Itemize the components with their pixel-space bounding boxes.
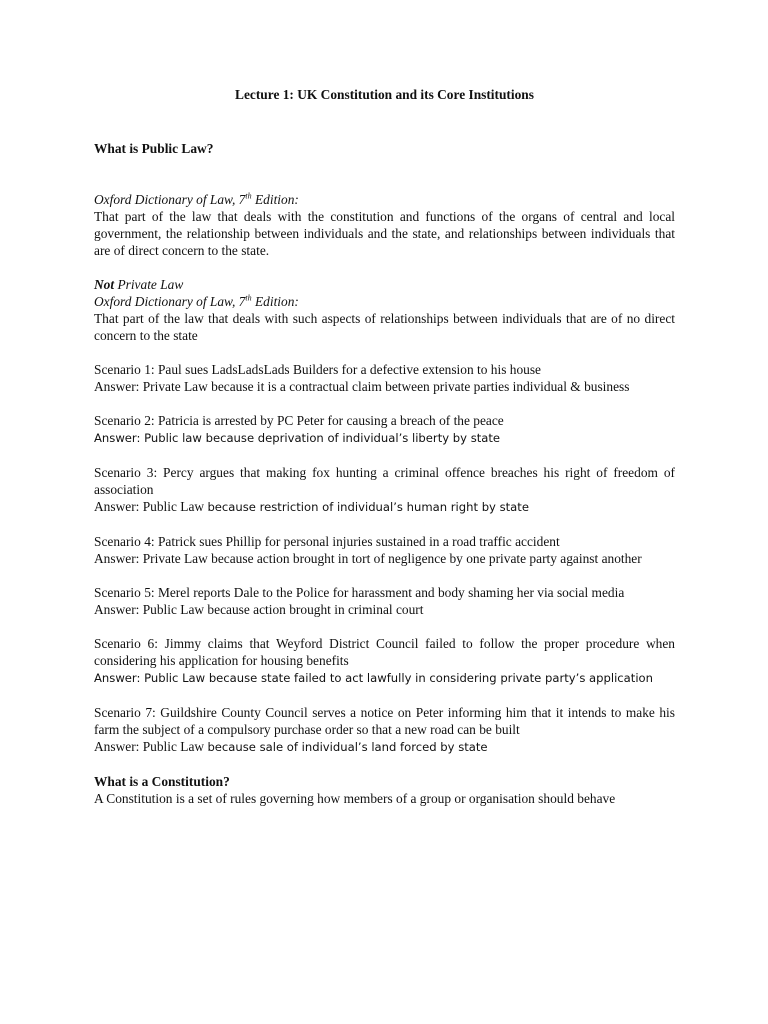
scenario-text: Scenario 6: Jimmy claims that Weyford District Council failed to follow the proper procedure when considering his application for housing benefits <box>94 636 675 668</box>
answer-prefix: Answer: Public Law <box>94 739 208 754</box>
scenario-6 <box>94 635 675 687</box>
answer-rest: because sale of individual’s land forced by state <box>207 740 488 754</box>
scenario-answer <box>94 669 675 687</box>
answer-rest: Answer: Public Law because state failed to act lawfully in considering private party’s application <box>94 671 653 685</box>
page-title: Lecture 1: UK Constitution and its Core Institutions <box>235 87 534 102</box>
answer-prefix: Answer: Public Law <box>94 499 208 514</box>
scenario-answer <box>94 738 675 756</box>
scenario-text: Scenario 3: Percy argues that making fox hunting a criminal offence breaches his right of freedom of association <box>94 465 675 497</box>
scenario-answer <box>94 429 675 447</box>
scenario-answer <box>94 601 675 618</box>
scenario-7 <box>94 704 675 756</box>
document-page <box>94 86 675 807</box>
answer-prefix: Answer: Public Law because action brought in criminal court <box>94 602 424 617</box>
private-law-definition: That part of the law that deals with such aspects of relationships between individuals that are of no direct concern to the state <box>94 311 675 343</box>
private-law-not: Not <box>94 277 115 292</box>
constitution-definition: A Constitution is a set of rules governing how members of a group or organisation should behave <box>94 791 616 806</box>
scenario-text: Scenario 4: Patrick sues Phillip for personal injuries sustained in a road traffic accident <box>94 534 560 549</box>
private-law-source-pre: Oxford Dictionary of Law, 7 <box>94 294 246 309</box>
private-law-label <box>94 276 675 293</box>
scenario-5 <box>94 584 675 618</box>
scenario-text: Scenario 5: Merel reports Dale to the Police for harassment and body shaming her via social media <box>94 585 625 600</box>
scenario-answer <box>94 378 675 395</box>
answer-rest: because restriction of individual’s human right by state <box>207 500 529 514</box>
public-law-source <box>94 191 675 208</box>
private-law-source-sup: th <box>245 293 252 303</box>
scenario-4 <box>94 533 675 567</box>
scenario-2 <box>94 412 675 447</box>
scenario-text: Scenario 1: Paul sues LadsLadsLads Builders for a defective extension to his house <box>94 362 541 377</box>
scenario-text: Scenario 7: Guildshire County Council serves a notice on Peter informing him that it intends to make his farm the subject of a compulsory purchase order so that a new road can be built <box>94 705 675 737</box>
scenario-3 <box>94 464 675 516</box>
constitution-heading: What is a Constitution? <box>94 774 230 789</box>
answer-prefix: Answer: Private Law because it is a contractual claim between private parties individual & business <box>94 379 630 394</box>
private-law-label-text: Private Law <box>114 277 184 292</box>
scenario-text: Scenario 2: Patricia is arrested by PC Peter for causing a breach of the peace <box>94 413 504 428</box>
scenario-answer <box>94 498 675 516</box>
public-law-source-post: Edition: <box>251 192 299 207</box>
scenario-1 <box>94 361 675 395</box>
private-law-source-post: Edition: <box>251 294 299 309</box>
public-law-source-pre: Oxford Dictionary of Law, 7 <box>94 192 246 207</box>
public-law-source-sup: th <box>245 191 252 201</box>
answer-rest: Answer: Public law because deprivation of individual’s liberty by state <box>94 431 501 445</box>
private-law-source <box>94 293 675 310</box>
answer-prefix: Answer: Private Law because action brought in tort of negligence by one private party against another <box>94 551 642 566</box>
public-law-heading: What is Public Law? <box>94 141 214 156</box>
scenario-answer <box>94 550 675 567</box>
public-law-definition: That part of the law that deals with the constitution and functions of the organs of central and local government, the relationship between individuals and the state, and relationships between individuals that are of direct concern to the state. <box>94 209 675 258</box>
